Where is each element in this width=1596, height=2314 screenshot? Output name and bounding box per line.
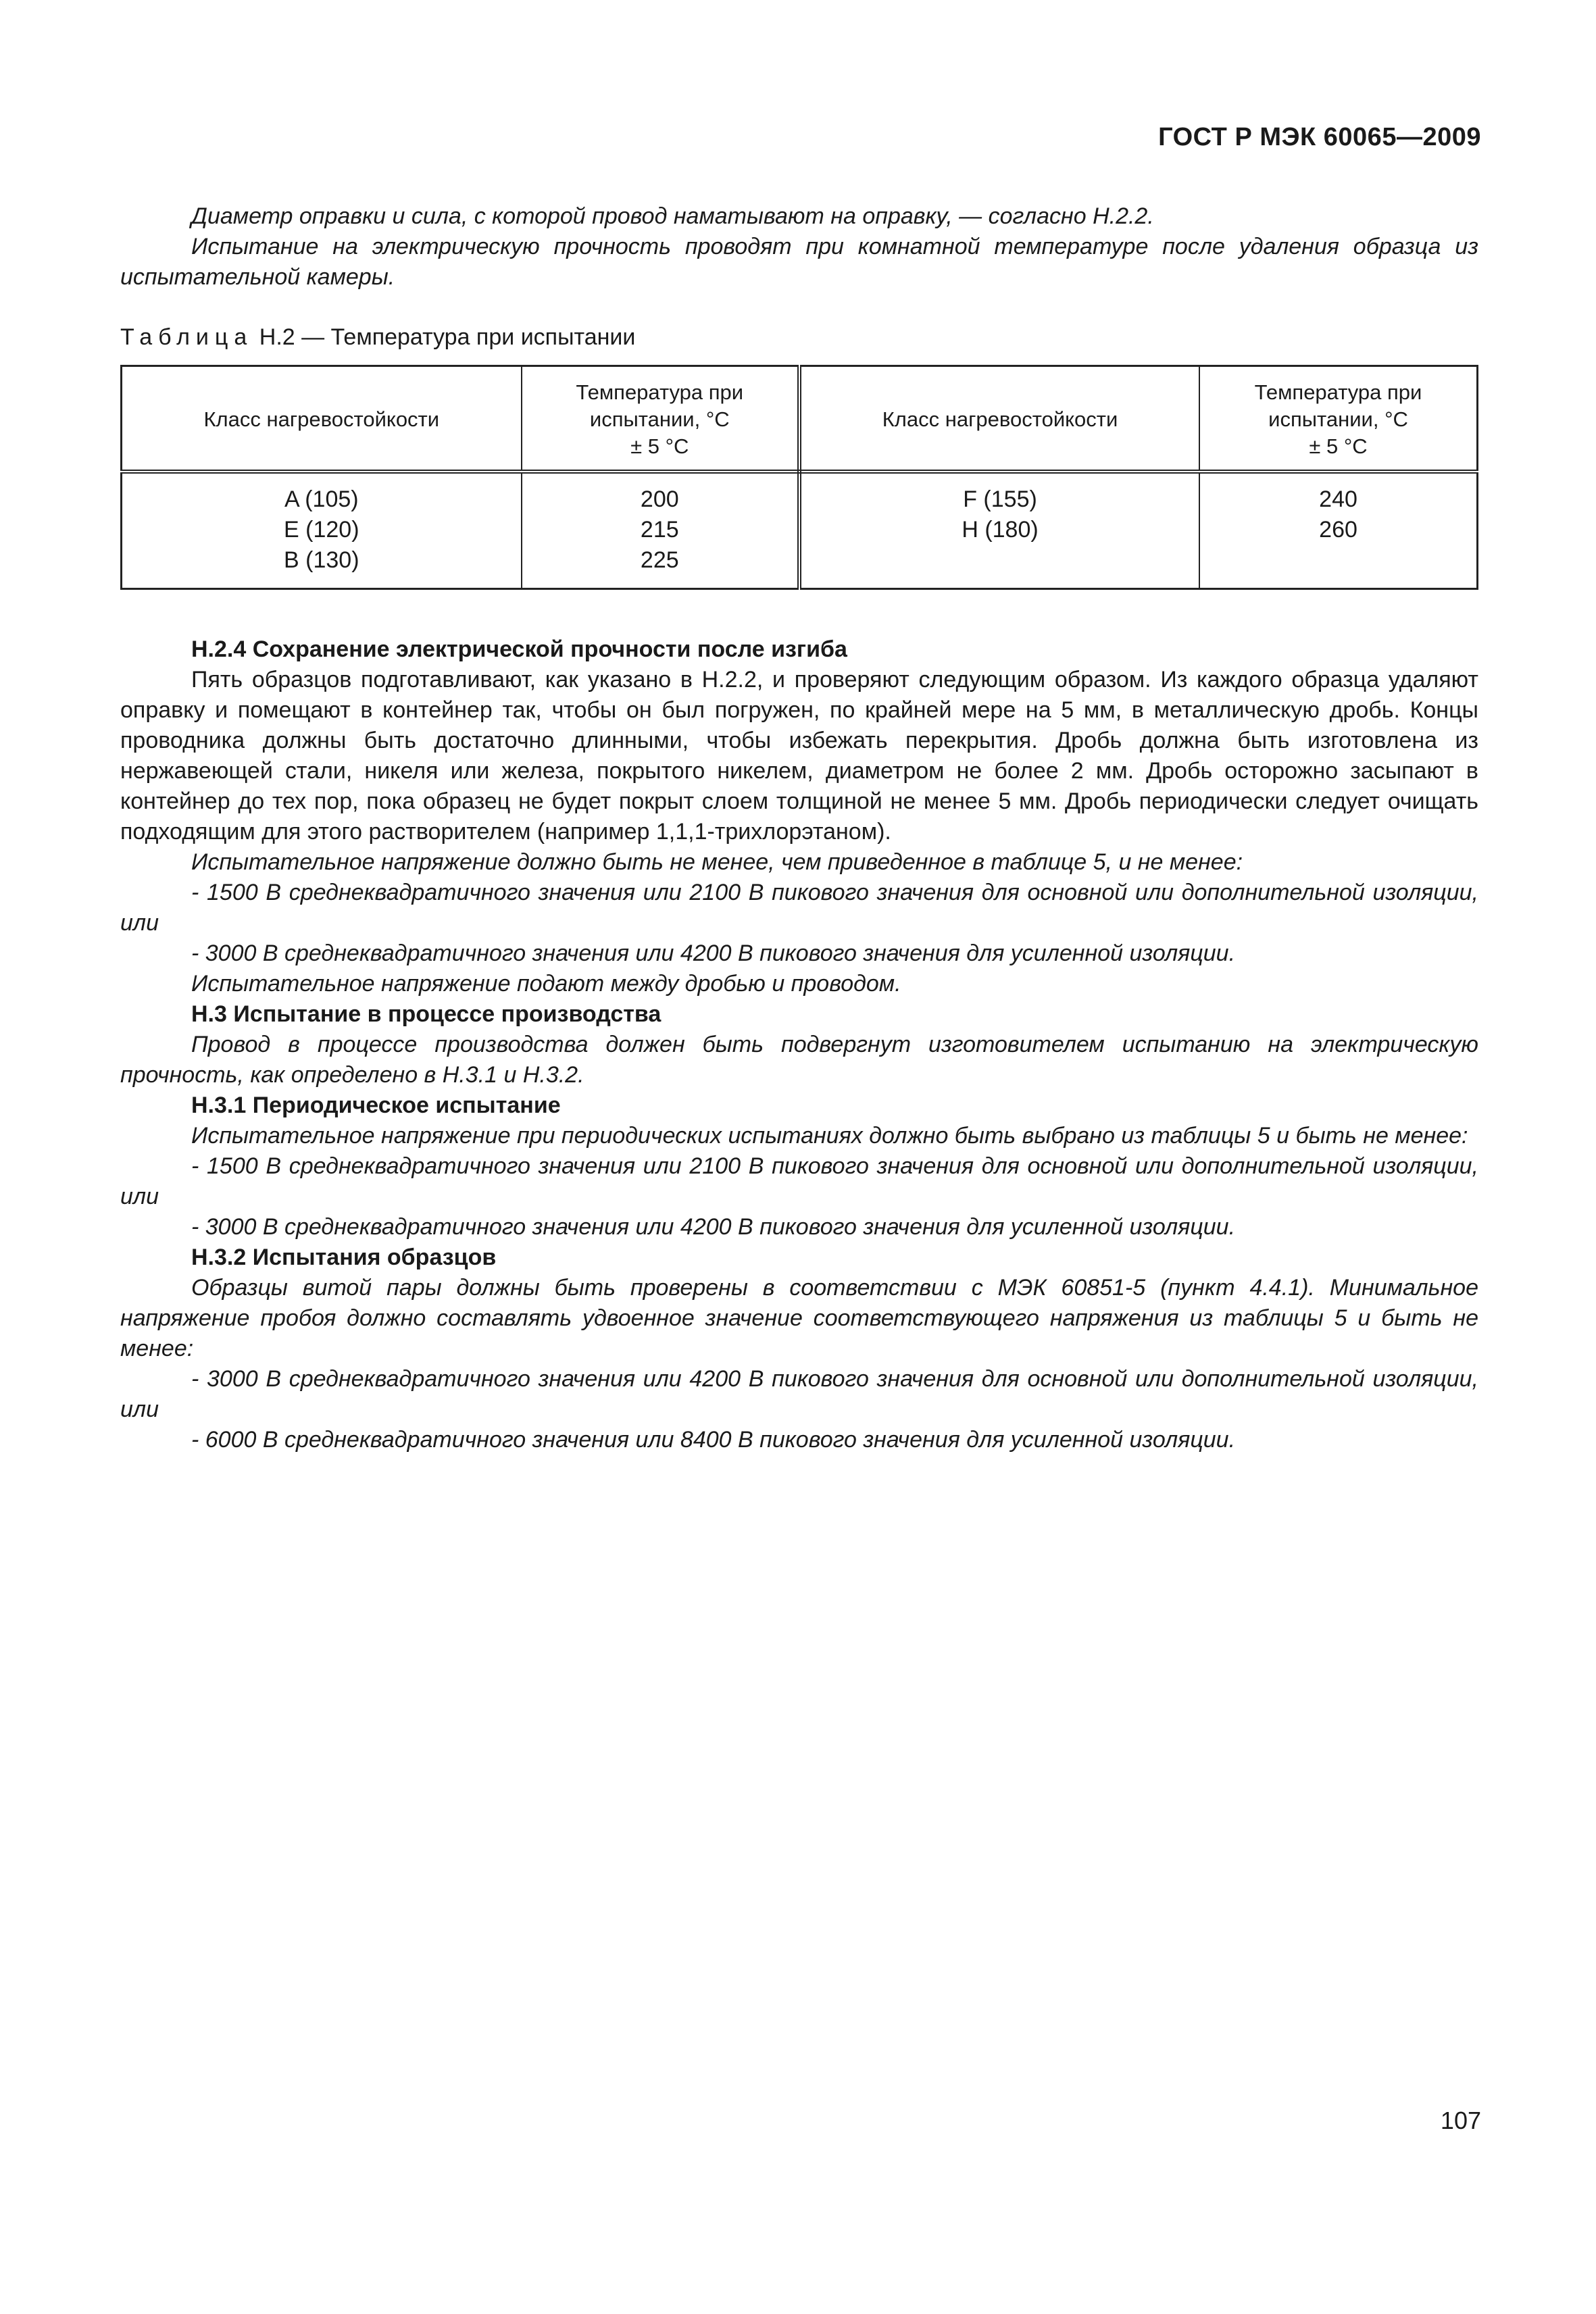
section-heading-h32: Н.3.2 Испытания образцов: [191, 1244, 497, 1270]
list-item: - 6000 В среднеквадратичного значения или 8400 В пикового значения для усиленной изоляции.: [191, 1427, 1236, 1453]
paragraph: Испытательное напряжение подают между дробью и проводом.: [191, 971, 901, 997]
list-item: - 3000 В среднеквадратичного значения или 4200 В пикового значения для усиленной изоляции.: [191, 1214, 1236, 1240]
header-temp-line-1: Температура при: [1254, 380, 1422, 404]
table-caption-title: Н.2 — Температура при испытании: [253, 324, 636, 350]
right-temp-cell: [1199, 472, 1477, 589]
temperature-table: [120, 365, 1478, 590]
list-item: - 1500 В среднеквадратичного значения или 2100 В пикового значения для основной или дополнительной изоляции, или: [120, 880, 1478, 936]
list-item: - 3000 В среднеквадратичного значения или 4200 В пикового значения для усиленной изоляции.: [191, 940, 1236, 966]
table-caption: [120, 322, 1478, 353]
table-cell-value: B (130): [284, 547, 359, 573]
header-temp-line-2: испытании, °С: [1268, 407, 1408, 431]
header-class-right: Класс нагревостойкости: [799, 366, 1199, 472]
header-temp-left: [522, 366, 799, 472]
header-class-left: Класс нагревостойкости: [122, 366, 522, 472]
right-class-cell: [799, 472, 1199, 589]
intro-paragraph-1: Диаметр оправки и сила, с которой провод наматывают на оправку, — согласно Н.2.2.: [191, 203, 1154, 229]
table-cell-value: 260: [1319, 517, 1357, 543]
table-row: [122, 472, 1478, 589]
paragraph: Испытательное напряжение должно быть не менее, чем приведенное в таблице 5, и не менее:: [191, 849, 1243, 875]
left-class-cell: [122, 472, 522, 589]
intro-paragraph-2: Испытание на электрическую прочность проводят при комнатной температуре после удаления образца из испытательной камеры.: [120, 234, 1478, 290]
table-cell-value: 200: [640, 486, 679, 512]
document-header: ГОСТ Р МЭК 60065—2009: [1158, 123, 1481, 151]
page-number: 107: [1440, 2107, 1481, 2134]
paragraph: Пять образцов подготавливают, как указано в Н.2.2, и проверяют следующим образом. Из каждого образца удаляют оправку и помещают в контейнер так, чтобы он был погружен, по крайней мере на 5 мм, в металлическую дробь. Концы проводника должны быть достаточно длинными, чтобы избежать перекрытия. Дробь должна быть изготовлена из нержавеющей стали, никеля или железа, покрытого никелем, диаметром не более 2 мм. Дробь осторожно засыпают в контейнер до тех пор, пока образец не будет покрыт слоем толщиной не менее 5 мм. Дробь периодически следует очищать подходящим для этого растворителем (например 1,1,1-трихлорэтаном).: [120, 667, 1478, 845]
header-temp-line-1: Температура при: [576, 380, 744, 404]
table-cell-value: H (180): [962, 517, 1039, 543]
paragraph: Испытательное напряжение при периодических испытаниях должно быть выбрано из таблицы 5 и быть не менее:: [191, 1123, 1468, 1149]
header-temp-line-2: испытании, °С: [589, 407, 730, 431]
section-heading-h3: Н.3 Испытание в процессе производства: [191, 1001, 662, 1027]
list-item: - 3000 В среднеквадратичного значения или 4200 В пикового значения для основной или дополнительной изоляции, или: [120, 1366, 1478, 1422]
list-item: - 1500 В среднеквадратичного значения или 2100 В пикового значения для основной или дополнительной изоляции, или: [120, 1153, 1478, 1209]
header-temp-line-3: ± 5 °С: [1309, 434, 1368, 458]
table-cell-value: 215: [640, 517, 679, 543]
section-heading-h24: Н.2.4 Сохранение электрической прочности после изгиба: [191, 636, 847, 662]
left-temp-cell: [522, 472, 799, 589]
table-caption-label: Таблица: [120, 324, 253, 350]
table-cell-value: 225: [640, 547, 679, 573]
table-cell-value: A (105): [284, 486, 359, 512]
header-temp-line-3: ± 5 °С: [630, 434, 689, 458]
table-cell-value: F (155): [963, 486, 1037, 512]
body-text: [120, 634, 1478, 1455]
page-content: [120, 201, 1478, 1455]
header-temp-right: [1199, 366, 1477, 472]
paragraph: Провод в процессе производства должен быть подвергнут изготовителем испытанию на электрическую прочность, как определено в Н.3.1 и Н.3.2.: [120, 1032, 1478, 1088]
table-cell-value: E (120): [284, 517, 359, 543]
table-cell-value: 240: [1319, 486, 1357, 512]
paragraph: Образцы витой пары должны быть проверены в соответствии с МЭК 60851-5 (пункт 4.4.1). Минимальное напряжение пробоя должно составлять удвоенное значение соответствующего напряжения из таблицы 5 и быть не менее:: [120, 1275, 1478, 1361]
section-heading-h31: Н.3.1 Периодическое испытание: [191, 1092, 561, 1118]
table-header-row: [122, 366, 1478, 472]
